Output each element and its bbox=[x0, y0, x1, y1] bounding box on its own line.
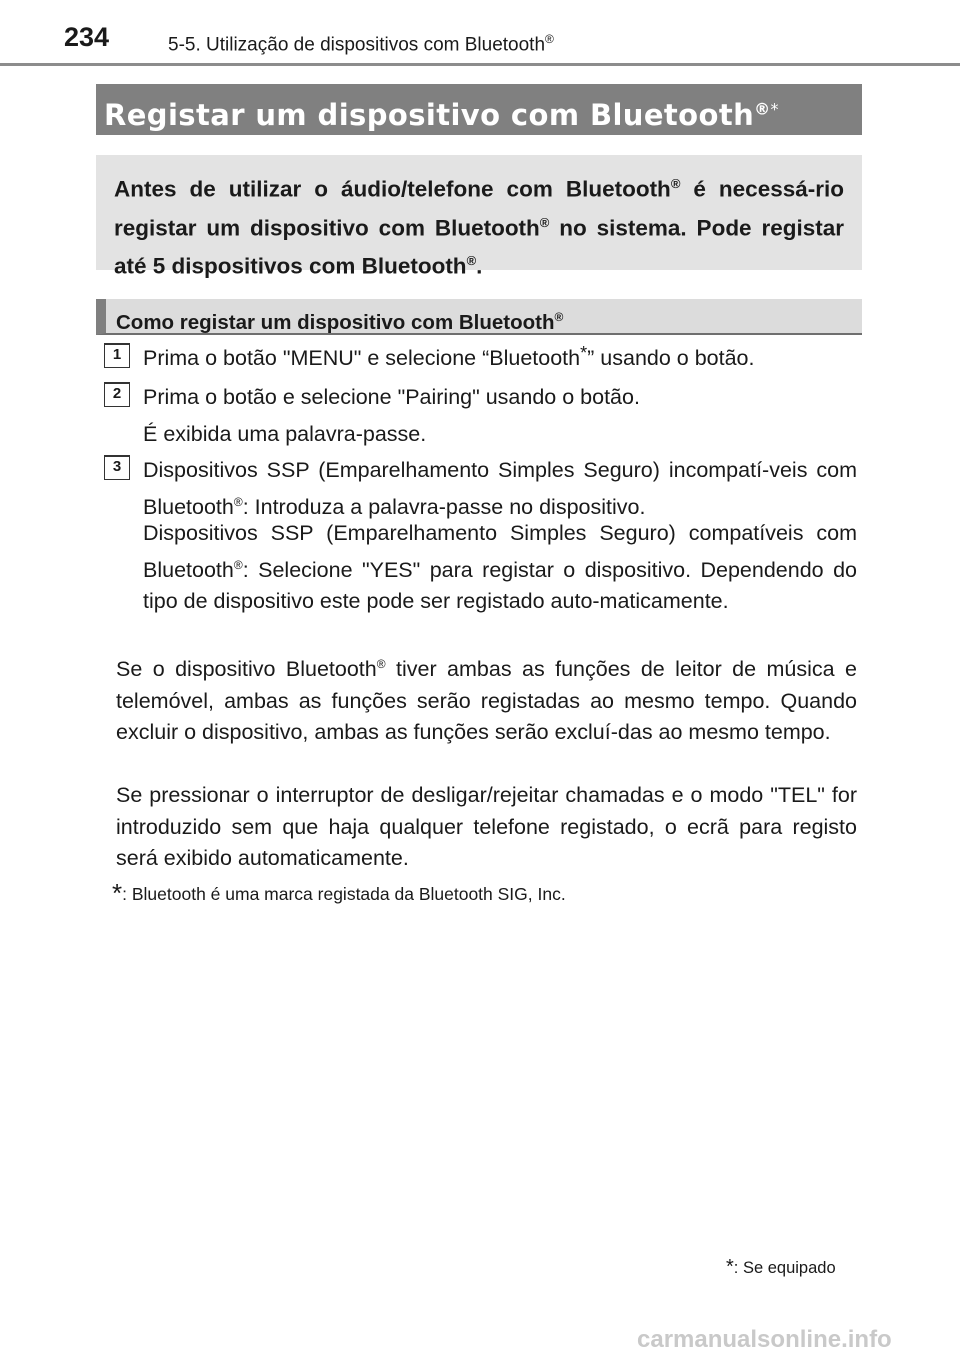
intro-part: é necessá-rio registar um dispositivo com Bluetooth bbox=[114, 176, 844, 240]
registered-mark: ® bbox=[466, 253, 477, 268]
main-title-bar bbox=[96, 84, 862, 135]
step-2-result: É exibida uma palavra-passe. bbox=[143, 422, 427, 446]
intro-part: no sistema. Pode registar até 5 dispositivos com Bluetooth bbox=[114, 215, 844, 279]
subheading bbox=[116, 311, 563, 334]
watermark: carmanualsonline.info bbox=[637, 1326, 892, 1353]
step-text: Dispositivos SSP (Emparelhamento Simples Seguro) incompatí-veis com Bluetooth bbox=[143, 458, 857, 519]
step-number-3: 3 bbox=[104, 455, 130, 480]
equipped-note-text: : Se equipado bbox=[733, 1259, 836, 1277]
main-title bbox=[104, 98, 779, 132]
asterisk-mark: * bbox=[580, 343, 588, 363]
subheading-bar bbox=[96, 299, 862, 335]
registered-mark: ® bbox=[233, 494, 243, 509]
intro-box bbox=[96, 155, 862, 279]
registered-mark: ® bbox=[376, 657, 386, 671]
step-text: Dispositivos SSP (Emparelhamento Simples Seguro) compatíveis com Bluetooth bbox=[143, 521, 857, 582]
equipped-note bbox=[726, 1256, 836, 1279]
section-title bbox=[168, 32, 554, 56]
intro-part: Antes de utilizar o áudio/telefone com Bluetooth bbox=[114, 176, 671, 202]
step-3-compatible bbox=[143, 518, 857, 618]
page-number: 234 bbox=[64, 22, 110, 52]
trademark-footnote bbox=[112, 878, 566, 909]
step-3-incompatible bbox=[143, 455, 857, 523]
main-title-text: Registar um dispositivo com Bluetooth bbox=[104, 97, 755, 132]
asterisk-mark: * bbox=[726, 1256, 734, 1278]
step-text: Prima o botão "MENU" e selecione “Bluetooth bbox=[143, 346, 581, 370]
registered-mark: ® bbox=[233, 557, 243, 572]
page-header bbox=[0, 0, 960, 66]
registered-mark: ® bbox=[539, 214, 550, 230]
registered-mark: ® bbox=[545, 32, 554, 46]
step-text: : Introduza a palavra-passe no dispositivo. bbox=[242, 494, 646, 519]
registered-mark: ® bbox=[670, 176, 681, 191]
step-number-2: 2 bbox=[104, 382, 130, 407]
section-title-text: 5-5. Utilização de dispositivos com Bluetooth bbox=[168, 34, 546, 56]
asterisk-mark: * bbox=[112, 878, 123, 908]
step-text: ” usando o botão. bbox=[587, 346, 755, 370]
subheading-text: Como registar um dispositivo com Bluetooth bbox=[116, 310, 555, 334]
footnote-text: : Bluetooth é uma marca registada da Bluetooth SIG, Inc. bbox=[122, 884, 566, 904]
intro-part: . bbox=[476, 253, 483, 279]
step-number-1: 1 bbox=[104, 343, 130, 368]
note-text: tiver ambas as funções de leitor de música e telemóvel, ambas as funções serão registadas ao mesmo tempo. Quando excluir o dispositivo, ambas as funções serão excluí-das ao mesmo tempo. bbox=[116, 657, 857, 745]
note-dual-function bbox=[116, 649, 857, 749]
step-text: : Selecione "YES" para registar o dispositivo. Dependendo do tipo de dispositivo este pode ser registado auto-maticamente. bbox=[143, 557, 857, 614]
note-text: Se o dispositivo Bluetooth bbox=[116, 657, 377, 682]
step-2-text: Prima o botão e selecione "Pairing" usando o botão. bbox=[143, 385, 640, 409]
registered-mark: ® bbox=[754, 99, 771, 118]
registered-mark: ® bbox=[554, 310, 564, 324]
note-tel-mode: Se pressionar o interruptor de desligar/rejeitar chamadas e o modo "TEL" for introduzido sem que haja qualquer telefone registado, o ecrã para registo será exibido automaticamente. bbox=[116, 783, 857, 870]
step-1-text bbox=[143, 343, 857, 375]
intro-text bbox=[114, 167, 844, 283]
asterisk-mark: * bbox=[770, 99, 779, 118]
